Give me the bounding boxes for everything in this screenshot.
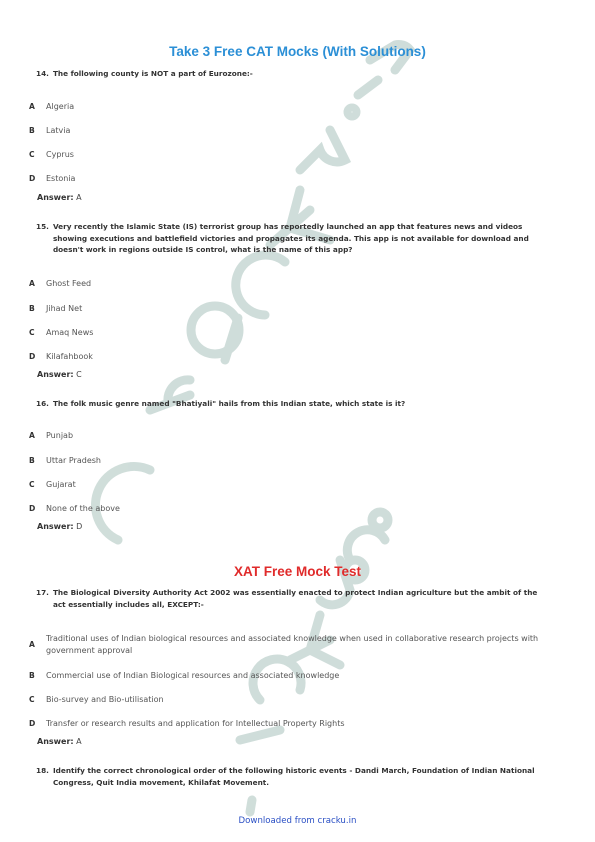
option-a <box>29 278 549 290</box>
option-a <box>29 430 549 442</box>
question-number: 18. <box>36 766 49 775</box>
question-18 <box>36 765 546 788</box>
option-c <box>29 149 549 161</box>
option-b <box>29 455 549 467</box>
option-text: Amaq News <box>46 328 94 337</box>
option-letter: D <box>29 174 36 183</box>
option-text: Kilafahbook <box>46 352 93 361</box>
option-text: Punjab <box>46 431 74 440</box>
option-letter: C <box>29 695 35 704</box>
question-text: The following county is NOT a part of Eurozone:- <box>52 69 253 78</box>
option-text: None of the above <box>46 504 120 513</box>
option-d <box>29 503 549 515</box>
option-d <box>29 173 549 185</box>
question-text: The Biological Diversity Authority Act 2002 was essentially enacted to protect Indian agriculture but the ambit of the act essentially includes all, EXCEPT:- <box>52 588 538 609</box>
option-text: Transfer or research results and application for Intellectual Property Rights <box>46 719 345 728</box>
question-17 <box>36 587 546 610</box>
answer-value: A <box>76 193 82 202</box>
option-letter: C <box>29 328 35 337</box>
option-b <box>29 125 549 137</box>
question-number: 17. <box>36 588 49 597</box>
question-16 <box>36 398 546 410</box>
option-a <box>29 101 549 113</box>
option-c <box>29 479 549 491</box>
middle-banner-link[interactable]: XAT Free Mock Test <box>233 564 362 579</box>
option-a <box>29 633 549 657</box>
option-letter: B <box>29 126 35 135</box>
option-c <box>29 327 549 339</box>
answer-15 <box>37 370 82 379</box>
option-letter: D <box>29 504 36 513</box>
answer-14 <box>37 193 82 202</box>
option-text: Ghost Feed <box>46 279 92 288</box>
answer-label: Answer: <box>37 193 74 202</box>
option-letter: C <box>29 480 35 489</box>
option-letter: A <box>29 279 35 288</box>
option-text: Jihad Net <box>46 304 83 313</box>
option-text: Algeria <box>46 102 75 111</box>
question-number: 15. <box>36 222 49 231</box>
option-text: Cyprus <box>46 150 74 159</box>
question-14 <box>36 68 546 80</box>
question-15 <box>36 221 546 256</box>
option-letter: B <box>29 671 35 680</box>
answer-label: Answer: <box>37 522 74 531</box>
option-text: Bio-survey and Bio-utilisation <box>46 695 164 704</box>
question-text: Identify the correct chronological order of the following historic events - Dandi March, Foundation of Indian National Congress, Quit India movement, Khilafat Movement. <box>52 766 535 787</box>
question-text: The folk music genre named "Bhatiyali" hails from this Indian state, which state is it? <box>52 399 406 408</box>
option-letter: A <box>29 431 35 440</box>
option-c <box>29 694 549 706</box>
option-letter: A <box>29 102 35 111</box>
option-text: Latvia <box>46 126 71 135</box>
option-letter: D <box>29 719 36 728</box>
question-text: Very recently the Islamic State (IS) terrorist group has reportedly launched an app that features news and videos showing executions and battlefield victories and propagates its agenda. This app is not available for download and doesn't work in regions outside IS control, what is the name of this app? <box>52 222 529 254</box>
option-text: Traditional uses of Indian biological resources and associated knowledge when used in collaborative research projects with government approval <box>46 634 539 655</box>
option-letter: C <box>29 150 35 159</box>
option-text: Estonia <box>46 174 76 183</box>
answer-16 <box>37 522 82 531</box>
option-letter: A <box>29 640 35 649</box>
option-text: Gujarat <box>46 480 76 489</box>
option-letter: B <box>29 304 35 313</box>
footer-link[interactable]: Downloaded from cracku.in <box>238 816 357 826</box>
option-letter: D <box>29 352 36 361</box>
option-b <box>29 670 549 682</box>
option-letter: B <box>29 456 35 465</box>
option-b <box>29 303 549 315</box>
option-text: Commercial use of Indian Biological resources and associated knowledge <box>46 671 340 680</box>
answer-17 <box>37 737 82 746</box>
option-text: Uttar Pradesh <box>46 456 101 465</box>
answer-value: C <box>76 370 82 379</box>
question-number: 16. <box>36 399 49 408</box>
answer-value: A <box>76 737 82 746</box>
answer-label: Answer: <box>37 737 74 746</box>
answer-value: D <box>76 522 83 531</box>
option-d <box>29 718 549 730</box>
answer-label: Answer: <box>37 370 74 379</box>
top-banner-link[interactable]: Take 3 Free CAT Mocks (With Solutions) <box>169 44 426 59</box>
option-d <box>29 351 549 363</box>
question-number: 14. <box>36 69 49 78</box>
